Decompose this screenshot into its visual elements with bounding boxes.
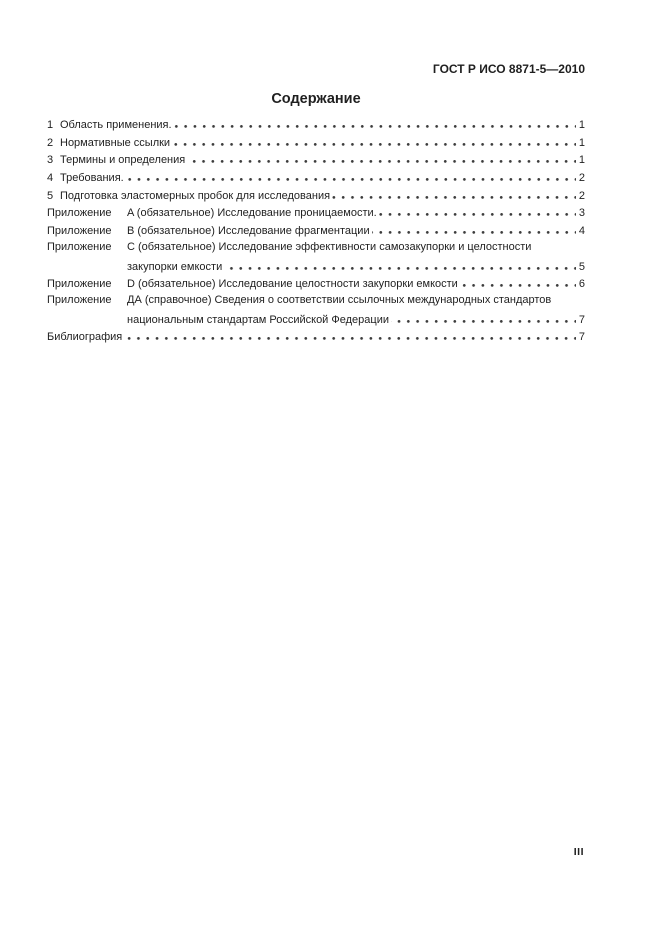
- toc-entry-prefix: Приложение: [47, 240, 112, 253]
- toc-entry-title: Нормативные ссылки: [60, 136, 171, 149]
- doc-code: ГОСТ Р ИСО 8871-5—2010: [432, 62, 585, 76]
- dot-leader: [460, 276, 576, 287]
- toc-entry-title: A (обязательное) Исследование проницаемости.: [127, 207, 377, 220]
- toc-entry-title-continuation: закупорки емкости: [127, 260, 223, 273]
- dot-leader: [174, 117, 576, 128]
- toc-row: [47, 170, 585, 188]
- toc-entry-number: 5: [47, 189, 54, 202]
- toc-row: [47, 117, 585, 135]
- toc-row-continuation: [47, 259, 585, 277]
- footer-page-number: III: [573, 846, 584, 858]
- toc-entry-page: 7: [578, 331, 585, 344]
- toc-entry-page: 1: [578, 136, 585, 149]
- toc-entry-page: 4: [578, 225, 585, 238]
- toc-entry-prefix: Приложение: [47, 293, 112, 306]
- dot-leader: [332, 188, 576, 199]
- toc-entry-title: B (обязательное) Исследование фрагментации: [127, 225, 370, 238]
- toc-entry-title: Требования.: [60, 172, 124, 185]
- dot-leader: [124, 329, 576, 340]
- toc-entry-prefix: Приложение: [47, 278, 112, 291]
- toc-entry-title: Область применения.: [60, 119, 172, 131]
- toc-entry-title: Термины и определения: [60, 154, 186, 167]
- toc-entry-page: 7: [578, 313, 585, 326]
- toc-row: [47, 276, 585, 294]
- dot-leader: [379, 205, 576, 216]
- toc-entry-prefix: Приложение: [47, 207, 112, 220]
- toc-entry-page: 5: [578, 260, 585, 273]
- toc-entry-number: 3: [47, 154, 54, 167]
- page-title: Содержание: [271, 91, 361, 107]
- toc-row: [47, 205, 585, 223]
- dot-leader: [224, 259, 576, 270]
- toc-row: [47, 241, 585, 259]
- dot-leader: [126, 170, 576, 181]
- toc-entry-page: 1: [578, 154, 585, 167]
- toc-entry-title: D (обязательное) Исследование целостности закупорки емкости: [127, 278, 458, 291]
- toc-entry-title: C (обязательное) Исследование эффективности самозакупорки и целостности: [127, 240, 532, 253]
- toc-row: [47, 135, 585, 153]
- toc-entry-prefix: Приложение: [47, 225, 112, 238]
- toc-row: [47, 152, 585, 170]
- toc-entry-title: Подготовка эластомерных пробок для исследования: [60, 189, 331, 202]
- dot-leader: [187, 152, 576, 163]
- toc-entry-number: 1: [47, 119, 54, 131]
- dot-leader: [172, 135, 576, 146]
- toc-row: [47, 294, 585, 312]
- table-of-contents: [47, 117, 585, 347]
- toc-entry-title: Библиография: [47, 331, 123, 344]
- toc-entry-page: 1: [578, 119, 585, 131]
- toc-row-continuation: [47, 312, 585, 330]
- toc-row: [47, 223, 585, 241]
- toc-entry-number: 2: [47, 136, 54, 149]
- toc-entry-number: 4: [47, 172, 54, 185]
- toc-entry-title-continuation: национальным стандартам Российской Федерации: [127, 313, 389, 326]
- toc-entry-title: ДА (справочное) Сведения о соответствии ссылочных международных стандартов: [127, 293, 552, 306]
- toc-entry-page: 2: [578, 189, 585, 202]
- dot-leader: [391, 312, 576, 323]
- toc-entry-page: 6: [578, 278, 585, 291]
- toc-entry-page: 2: [578, 172, 585, 185]
- toc-entry-page: 3: [578, 207, 585, 220]
- dot-leader: [372, 223, 576, 234]
- toc-row: [47, 329, 585, 347]
- toc-row: [47, 188, 585, 206]
